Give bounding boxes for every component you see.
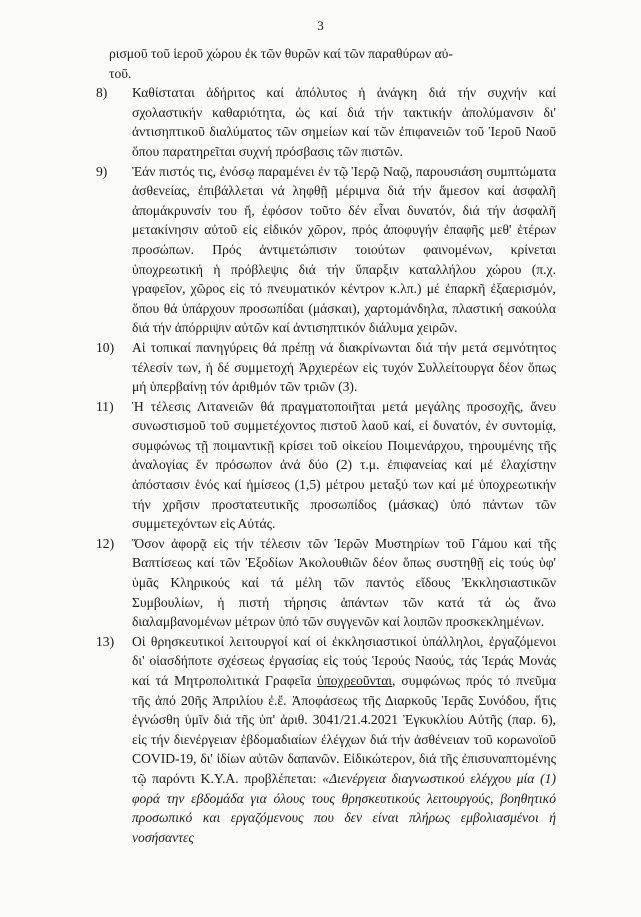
list-item-9 (96, 162, 556, 338)
item-text: Ὅσον ἀφορᾷ εἰς τήν τέλεσιν τῶν Ἱερῶν Μυστηρίων τοῦ Γάμου καί τῆς Βαπτίσεως καί τῶν Ἐξοδίων Ἀκολουθιῶν δέον ὅπως συστηθῇ εἰς τούς ὑφ' ὑμᾶς Κληρικούς καί τά μέλη τῶν παντός εἴδους Ἐκκλησιαστικῶν Συμβουλίων, ἡ πιστή τήρησις ἁπάντων τῶν κατά τά ὡς ἄνω διαλαμβανομένων μέτρων ὑπό τῶν συγγενῶν καί λοιπῶν προσκεκλημένων. (132, 535, 556, 630)
list-item-10 (96, 338, 556, 397)
list-item-8 (96, 83, 556, 161)
item-text-part: , συμφώνως πρός τό πνεῦμα τῆς ἀπό 20ῆς Ἀπριλίου ἐ.ἔ. Ἀποφάσεως τῆς Διαρκοῦς Ἱερᾶς Συνόδου, ἥτις ἐγνώσθη ὑμῖν διά τῆς ὑπ' ἀριθ. 3041/21.4.2021 Ἐγκυκλίου Αὐτῆς (παρ. 6), εἰς τήν διενέργειαν ἑβδομαδιαίων ἐλέγχων διά τήν ἀσθένειαν τοῦ κορωνοϊοῦ COVID-19, δι' ἰδίων αὐτῶν δαπανῶν. Εἰδικώτερον, διά τῆς ἐπισυναπτομένης τῷ παρόντι Κ.Υ.Α. προβλέπεται: (132, 673, 556, 786)
item-number: 9) (96, 163, 108, 179)
document-body (96, 44, 556, 847)
continued-text-line-2: τοῦ. (109, 65, 132, 81)
quoted-provision: «Διενέργεια διαγνωστικού ελέγχου μία (1) φορά την εβδομάδα για όλους τους θρησκευτικούς λειτουργούς, βοηθητικό προσωπικό και εργαζόμενους που δεν είναι πλήρως εμβολιασμένοι ή νοσήσαντες (132, 770, 556, 845)
item-text: Ἐάν πιστός τις, ἐνόσῳ παραμένει ἐν τῷ Ἱερῷ Ναῷ, παρουσιάση συμπτώματα ἀσθενείας, ἐπιβάλλεται νά ληφθῇ μέριμνα διά τήν ἄμεσον καί ἀσφαλῆ ἀπομάκρυνσίν του ἤ, ἐφόσον τοῦτο δέν εἶναι δυνατόν, διά τήν ἀσφαλῆ μετακίνησιν αὐτοῦ εἰς εἰδικόν χῶρον, πρός ἀποφυγήν ἐπαφῆς μεθ' ἑτέρων προσώπων. Πρός ἀντιμετώπισιν τοιούτων φαινομένων, κρίνεται ὑποχρεωτική ἡ πρόβλεψις διά τήν ὕπαρξιν καταλλήλου χώρου (π.χ. γραφεῖον, χῶρος εἰς τό πνευματικόν κέντρον κ.λπ.) μέ ἐπαρκῆ ἐξαερισμόν, ὅπου θά ὑπάρχουν προσωπίδαι (μάσκαι), χαρτομάνδηλα, πλαστική σακούλα διά τήν ἀπόρριψιν αὐτῶν καί ἀντισηπτικόν διάλυμα χειρῶν. (132, 163, 556, 336)
list-item-13 (96, 632, 556, 848)
item-number: 10) (96, 339, 115, 355)
item-text: Αἱ τοπικαί πανηγύρεις θά πρέπῃ νά διακρίνωνται διά τήν μετά σεμνότητος τέλεσίν των, ἡ δέ συμμετοχή Ἀρχιερέων εἰς τυχόν Συλλείτουργα δέον ὅπως μή ὑπερβαίνῃ τόν ἀριθμόν τῶν τριῶν (3). (132, 339, 556, 395)
list-item-11 (96, 397, 556, 534)
item-number: 8) (96, 85, 108, 101)
page-number: 3 (317, 18, 324, 33)
continued-text-line-1: ρισμοῦ τοῦ ἱεροῦ χώρου ἐκ τῶν θυρῶν καί τῶν παραθύρων αὐ- (109, 46, 453, 61)
item-text-part: Οἱ θρησκευτικοί λειτουργοί καί οἱ ἐκκλησιαστικοί ὑπάλληλοι, ἐργαζόμενοι δι' οἱασδήποτε σχέσεως ἐργασίας εἰς τούς Ἱερούς Ναούς, τάς Ἱεράς Μονάς καί τά Μητροπολιτικά Γραφεῖα (132, 633, 556, 688)
item-number: 11) (96, 398, 114, 414)
underlined-term: ὑποχρεοῦνται (317, 673, 393, 688)
item-number: 12) (96, 535, 115, 551)
item-number: 13) (96, 633, 115, 649)
list-item-12 (96, 534, 556, 632)
item-text (132, 632, 556, 848)
item-text: Ἡ τέλεσις Λιτανειῶν θά πραγματοποιῆται μετά μεγάλης προσοχῆς, ἄνευ συνωστισμοῦ τοῦ συμμετέχοντος πιστοῦ λαοῦ καί, εἰ δυνατόν, ἐν συντομίᾳ, συμφώνως τῇ ποιμαντικῇ κρίσει τοῦ οἰκείου Ποιμενάρχου, τηρουμένης τῆς ἀναλογίας ἕν πρόσωπον ἀνά δύο (2) τ.μ. ἐπιφανείας καί μέ ἐλαχίστην ἀπόστασιν ἑνός καί ἡμίσεος (1,5) μέτρου μεταξύ των καί μέ ὑποχρεωτικήν τήν χρῆσιν προστατευτικῆς προσωπίδος (μάσκας) ὑπό πάντων τῶν συμμετεχόντων εἰς Αὐτάς. (132, 398, 556, 532)
item-text: Καθίσταται ἀδήριτος καί ἀπόλυτος ἡ ἀνάγκη διά τήν συχνήν καί σχολαστικήν καθαριότητα, ὡς καί διά τήν τακτικήν ἀπολύμανσιν δι' ἀντισηπτικοῦ διαλύματος τῶν σημείων καί τῶν ἐπιφανειῶν τοῦ Ἱεροῦ Ναοῦ ὅπου παρατηρεῖται συχνή πρόσβασις τῶν πιστῶν. (132, 85, 556, 159)
continued-paragraph (109, 44, 556, 83)
